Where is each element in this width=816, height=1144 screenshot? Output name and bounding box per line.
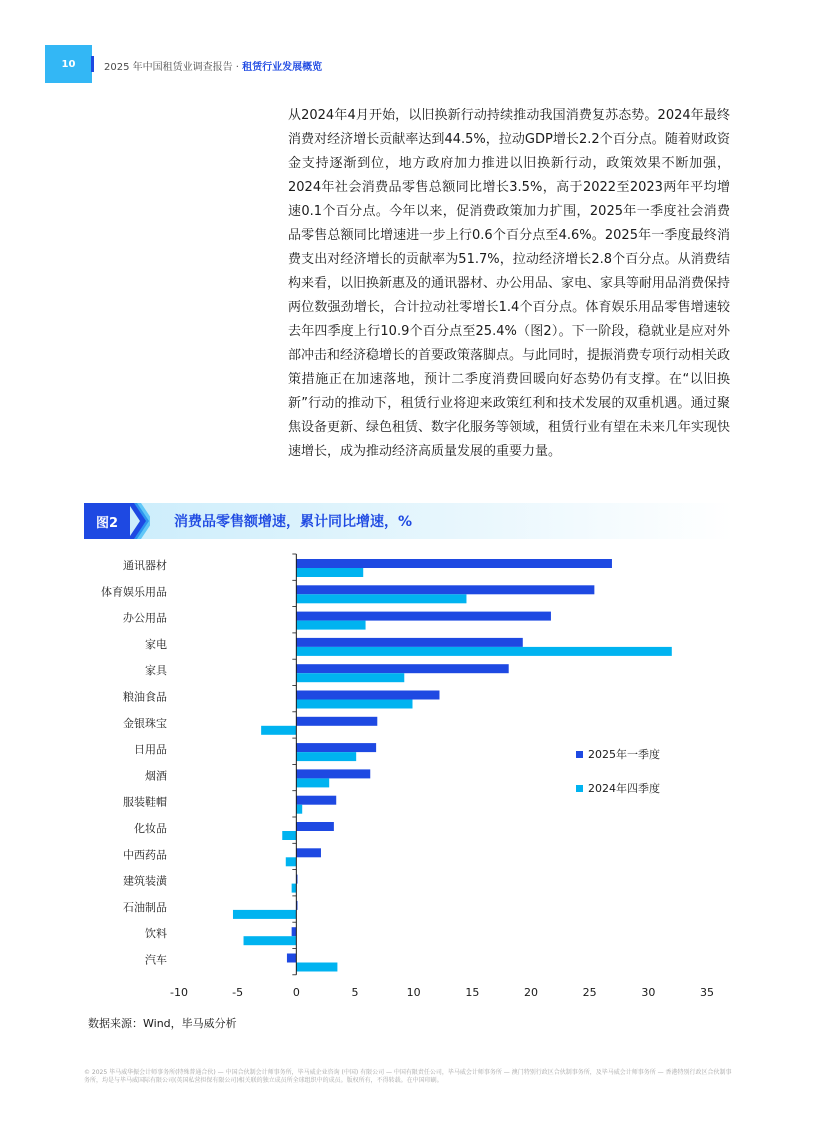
body-paragraph: 从2024年4月开始，以旧换新行动持续推动我国消费复苏态势。2024年最终消费对经济增长贡献率达到44.5%，拉动GDP增长2.2个百分点。随着财政资金支持逐渐到位，地方政府加力推进以旧换新行动，政策效果不断加强，2024年社会消费品零售总额同比增长3.5%，高于2022至2023两年平均增速0.1个百分点。今年以来，促消费政策加力扩围，2025年一季度社会消费品零售总额同比增速进一步上行0.6个百分点至4.6%。2025年一季度最终消费支出对经济增长的贡献率为51.7%，拉动经济增长2.8个百分点。从消费结构来看，以旧换新惠及的通讯器材、办公用品、家电、家具等耐用品消费保持两位数强劲增长，合计拉动社零增长1.4个百分点。体育娱乐用品零售增速较去年四季度上行10.9个百分点至25.4%（图2）。下一阶段，稳就业是应对外部冲击和经济稳增长的首要政策落脚点。与此同时，提振消费专项行动相关政策措施正在加速落地，预计二季度消费回暖向好态势仍有支撑。在“以旧换新”行动的推动下，租赁行业将迎来政策红利和技术发展的双重机遇。通过聚焦设备更新、绿色租赁、数字化服务等领域，租赁行业有望在未来几年实现快速增长，成为推动经济高质量发展的重要力量。	[288, 108, 731, 459]
bar-2025q1	[296, 638, 522, 647]
figure-title: 消费品零售额增速，累计同比增速，%	[174, 514, 413, 530]
category-label: 烟酒	[145, 769, 167, 783]
report-title: 2025 年中国租赁业调查报告 ·	[104, 62, 243, 73]
legend-swatch	[576, 751, 583, 758]
category-label: 中西药品	[123, 848, 167, 862]
category-label: 粮油食品	[123, 690, 167, 704]
bar-2025q1	[296, 822, 334, 831]
bar-2025q1	[296, 664, 508, 673]
category-label: 饮料	[145, 927, 167, 941]
category-label: 办公用品	[123, 611, 167, 625]
x-tick-label: 10	[406, 986, 421, 999]
x-tick-label: 5	[351, 986, 359, 999]
category-label: 服装鞋帽	[123, 795, 167, 809]
x-tick-label: 15	[465, 986, 480, 999]
bar-2024q4	[292, 884, 297, 893]
x-tick-label: 25	[582, 986, 597, 999]
category-label: 家具	[145, 664, 167, 678]
x-tick-label: 35	[700, 986, 714, 999]
running-header	[104, 58, 322, 73]
bar-2024q4	[296, 805, 302, 814]
bar-2024q4	[296, 700, 412, 709]
bar-2024q4	[244, 936, 297, 945]
bar-2025q1	[296, 769, 370, 778]
bar-2024q4	[286, 857, 297, 866]
bar-2024q4	[296, 594, 466, 603]
bar-2025q1	[296, 743, 376, 752]
data-source: 数据来源：Wind，毕马威分析	[88, 1017, 237, 1030]
legend-label: 2024年四季度	[588, 782, 660, 795]
figure-tag: 图2	[84, 503, 130, 539]
bar-2025q1	[287, 954, 296, 963]
bar-2024q4	[296, 621, 365, 630]
bar-2025q1	[296, 585, 594, 594]
bar-2025q1	[296, 796, 336, 805]
bar-2025q1	[292, 927, 297, 936]
category-label: 化妆品	[134, 822, 167, 835]
category-label: 汽车	[145, 953, 167, 967]
legend-label: 2025年一季度	[588, 748, 660, 761]
bar-2024q4	[261, 726, 296, 735]
bar-2025q1	[296, 559, 612, 568]
header-accent-bar	[91, 56, 94, 72]
bar-2025q1	[296, 848, 321, 857]
bar-chart	[84, 548, 734, 1003]
legend-swatch	[576, 785, 583, 792]
bar-2024q4	[282, 831, 296, 840]
page-number: 10	[45, 45, 92, 83]
bar-2024q4	[233, 910, 296, 919]
category-label: 日用品	[134, 743, 167, 757]
bar-2025q1	[296, 691, 439, 700]
category-label: 家电	[145, 637, 167, 651]
bar-2024q4	[296, 963, 337, 972]
bar-2024q4	[296, 568, 363, 577]
x-tick-label: -5	[232, 986, 244, 999]
bar-2024q4	[296, 752, 356, 761]
category-label: 金银珠宝	[123, 716, 167, 730]
bar-2024q4	[296, 647, 671, 656]
bar-2025q1	[296, 612, 551, 621]
bar-2025q1	[296, 717, 377, 726]
bar-2024q4	[296, 778, 329, 787]
copyright-footer: © 2025 毕马威华振会计师事务所(特殊普通合伙) — 中国合伙制会计师事务所，毕马威企业咨询 (中国) 有限公司 — 中国有限责任公司，毕马威会计师事务所 — 澳门特别行政区合伙制事务所，及毕马威会计师事务所 — 香港特别行政区合伙制事务所，均是与毕马威国际有限公司(英国私营担保有限公司)相关联的独立成员所全球组织中的成员。版权所有，不得转载。在中国印刷。	[84, 1069, 732, 1084]
category-label: 石油制品	[123, 900, 167, 914]
x-tick-label: -10	[170, 986, 188, 999]
section-title: 租赁行业发展概览	[242, 62, 323, 73]
x-tick-label: 30	[641, 986, 656, 999]
bar-2024q4	[296, 673, 404, 682]
category-label: 通讯器材	[123, 559, 167, 572]
chevron-right-icon	[128, 503, 150, 539]
category-label: 建筑装潢	[123, 874, 167, 888]
category-label: 体育娱乐用品	[101, 585, 167, 599]
x-tick-label: 20	[524, 986, 538, 999]
x-tick-label: 0	[292, 986, 300, 999]
